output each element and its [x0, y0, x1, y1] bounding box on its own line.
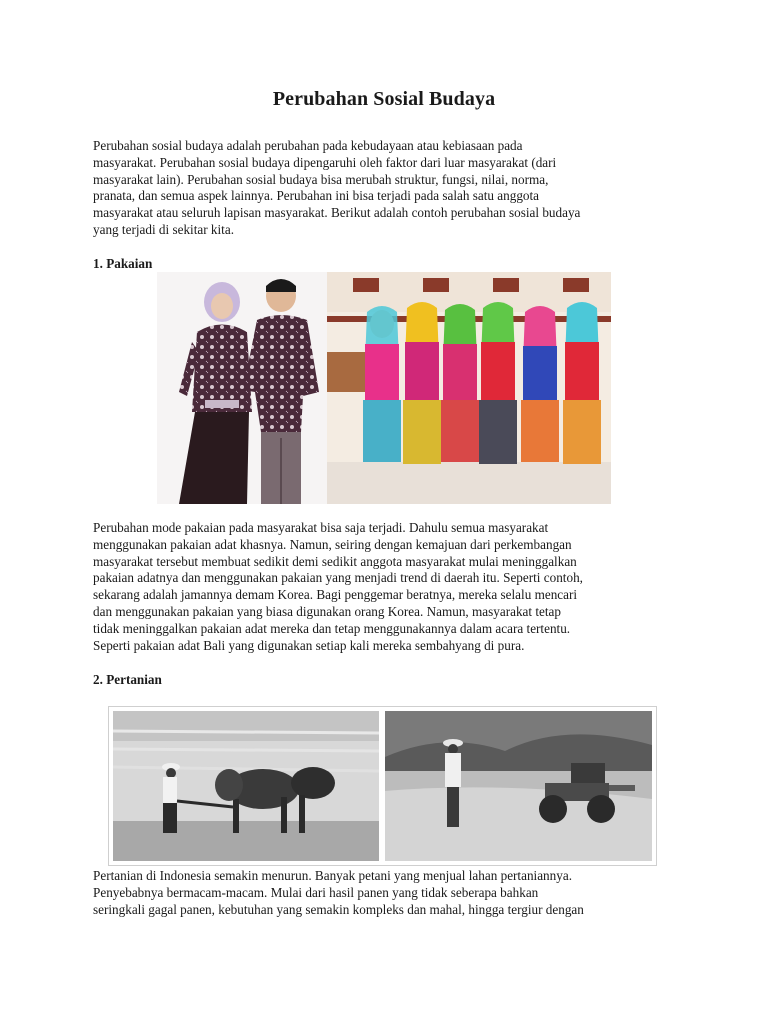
pertanian-paragraph: [93, 868, 673, 918]
paragraph-line: Perubahan sosial budaya adalah perubahan pada kebudayaan atau kebiasaan pada: [93, 138, 523, 153]
paragraph-line: seringkali gagal panen, kebutuhan yang semakin kompleks dan mahal, hingga tergiur dengan: [93, 901, 584, 917]
paragraph-line: Perubahan mode pakaian pada masyarakat bisa saja terjadi. Dahulu semua masyarakat: [93, 520, 549, 535]
paragraph-line: tidak meninggalkan pakaian adat mereka dan tetap menggunakannya dalam acara tertentu.: [93, 620, 571, 636]
paragraph-line: masyarakat atau seluruh lapisan masyarakat. Berikut adalah contoh perubahan sosial budaya: [93, 205, 581, 221]
section-heading-pakaian: 1. Pakaian: [93, 256, 153, 271]
paragraph-line: pranata, dan semua aspek lainnya. Perubahan ini bisa terjadi pada salah satu anggota: [93, 188, 540, 204]
farming-photo: [108, 706, 657, 866]
paragraph-line: sekarang adalah jamannya demam Korea. Bagi penggemar beratnya, mereka selalu mencari: [93, 587, 578, 603]
paragraph-line: pakaian adatnya dan menggunakan pakaian yang menjadi trend di daerah itu. Seperti contoh,: [93, 570, 583, 586]
page-title: Perubahan Sosial Budaya: [272, 88, 496, 110]
paragraph-line: Pertanian di Indonesia semakin menurun. Banyak petani yang menjual lahan pertaniannya.: [93, 868, 572, 883]
paragraph-line: Penyebabnya bermacam-macam. Mulai dari hasil panen yang tidak seberapa bahkan: [93, 884, 539, 900]
paragraph-line: masyarakat lain). Perubahan sosial budaya bisa merubah struktur, fungsi, nilai, norma,: [93, 171, 549, 187]
paragraph-line: dan menggunakan pakaian yang biasa digunakan orang Korea. Namun, masyarakat tetap: [93, 603, 561, 619]
paragraph-line: yang terjadi di sekitar kita.: [93, 221, 234, 237]
paragraph-line: menggunakan pakaian adat khasnya. Namun, seiring dengan kemajuan dari perkembangan: [93, 536, 572, 552]
pakaian-paragraph: [93, 520, 673, 654]
balinese-women-photo: [327, 272, 611, 504]
section-heading-pertanian: 2. Pertanian: [93, 672, 162, 687]
paragraph-line: masyarakat tersebut membuat sedikit demi sedikit anggota masyarakat mulai meninggalkan: [93, 553, 577, 569]
paragraph-line: masyarakat. Perubahan sosial budaya dipengaruhi oleh faktor dari luar masyarakat (dari: [93, 154, 557, 170]
intro-paragraph: [93, 138, 673, 239]
batik-couple-photo: [157, 272, 327, 504]
paragraph-line: Seperti pakaian adat Bali yang digunakan setiap kali mereka sembahyang di pura.: [93, 637, 525, 653]
